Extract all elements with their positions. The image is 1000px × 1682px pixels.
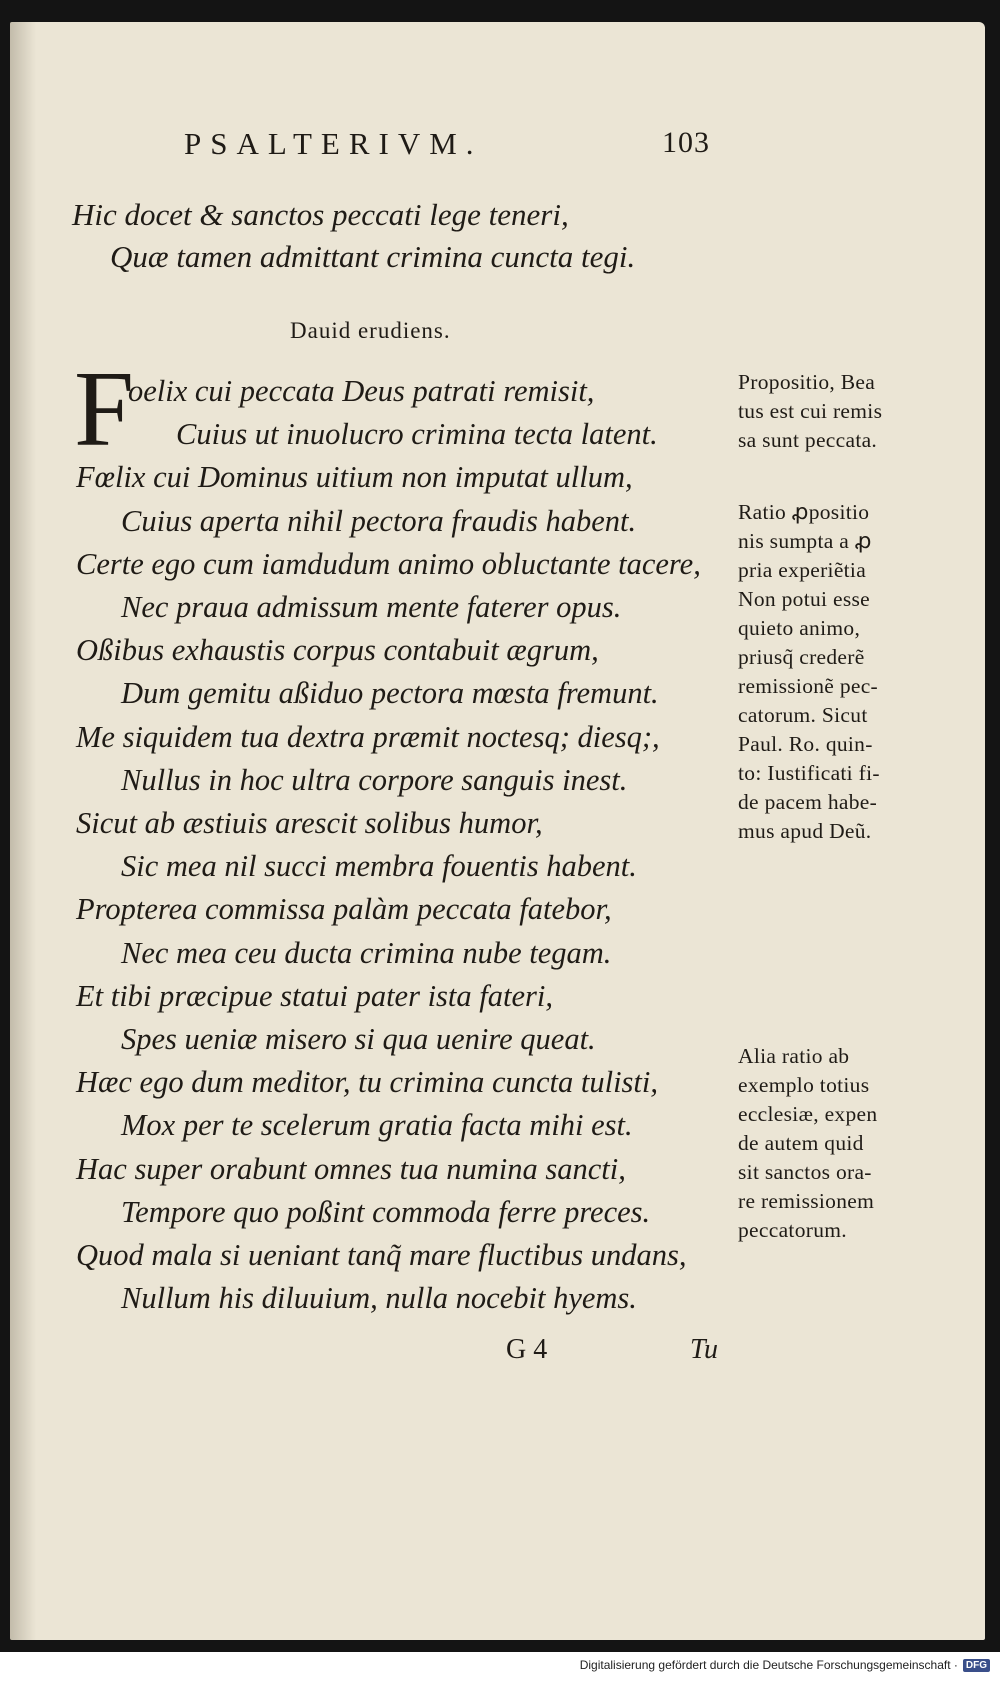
running-head: PSALTERIVM. bbox=[184, 126, 483, 161]
gutter-shadow bbox=[10, 22, 36, 1640]
verse-line: Spes ueniæ misero si qua uenire queat. bbox=[121, 1022, 596, 1057]
gloss-line: peccatorum. bbox=[738, 1218, 847, 1242]
verse-line: Nullus in hoc ultra corpore sanguis inest. bbox=[121, 762, 628, 797]
verse-line: Nullum his diluuium, nulla nocebit hyems. bbox=[121, 1281, 637, 1316]
verse-line: Dum gemitu aßiduo pectora mœsta fremunt. bbox=[121, 676, 659, 711]
verse-line: Nec praua admissum mente faterer opus. bbox=[121, 590, 622, 625]
verse-line: Cuius ut inuolucro crimina tecta latent. bbox=[176, 417, 658, 452]
verse-line: Hæc ego dum meditor, tu crimina cuncta tulisti, bbox=[76, 1065, 658, 1100]
gloss-line: tus est cui remis bbox=[738, 399, 883, 423]
verse-line: Mox per te scelerum gratia facta mihi est. bbox=[121, 1108, 633, 1143]
verse-line: Hac super orabunt omnes tua numina sancti, bbox=[76, 1151, 626, 1186]
verse-line: oelix cui peccata Deus patrati remisit, bbox=[128, 374, 595, 408]
gloss-line: Paul. Ro. quin- bbox=[738, 732, 873, 756]
gloss-line: de autem quid bbox=[738, 1131, 864, 1155]
drop-cap-initial: F bbox=[74, 350, 135, 469]
verse-line: Quod mala si ueniant tanq̃ mare fluctibus undans, bbox=[76, 1238, 687, 1273]
verse-line: Propterea commissa palàm peccata fatebor, bbox=[76, 892, 612, 927]
digitization-credit bbox=[580, 1658, 990, 1672]
gloss-line: ecclesiæ, expen bbox=[738, 1102, 878, 1126]
verse-line: Et tibi præcipue statui pater ista fateri, bbox=[76, 978, 553, 1013]
catchword: Tu bbox=[690, 1334, 719, 1365]
verse-line: Oßibus exhaustis corpus contabuit ægrum, bbox=[76, 633, 599, 668]
verse-line: Hic docet & sanctos peccati lege teneri, bbox=[72, 197, 569, 232]
gloss-line: Ratio ꝓpositio bbox=[738, 500, 870, 524]
signature-mark: G 4 bbox=[506, 1334, 548, 1365]
verse-line: Sic mea nil succi membra fouentis habent. bbox=[121, 849, 637, 884]
verse-line: Cuius aperta nihil pectora fraudis habent. bbox=[121, 503, 637, 538]
psalm-verse-block bbox=[76, 370, 701, 1320]
verse-line: Fœlix cui Dominus uitium non imputat ullum, bbox=[76, 460, 633, 495]
gloss-line: Non potui esse bbox=[738, 587, 870, 611]
marginal-gloss-propositio bbox=[738, 368, 928, 455]
intro-couplet bbox=[72, 194, 635, 278]
page-number: 103 bbox=[662, 126, 710, 159]
gloss-line: Alia ratio ab bbox=[738, 1044, 850, 1068]
gloss-line: mus apud Deũ. bbox=[738, 819, 872, 843]
gloss-line: pria experiẽtia bbox=[738, 558, 867, 582]
marginal-gloss-ratio bbox=[738, 498, 928, 846]
gloss-line: to: Iustificati fi- bbox=[738, 761, 880, 785]
gloss-line: priusq̃ crederẽ bbox=[738, 645, 865, 669]
marginal-gloss-alia-ratio bbox=[738, 1042, 928, 1245]
dfg-logo-icon: DFG bbox=[963, 1659, 990, 1672]
gloss-line: nis sumpta a ꝓ bbox=[738, 529, 872, 553]
credit-text: Digitalisierung gefördert durch die Deutsche Forschungsgemeinschaft · bbox=[579, 1658, 958, 1672]
verse-line: Tempore quo poßint commoda ferre preces. bbox=[121, 1194, 651, 1229]
verse-line: Certe ego cum iamdudum animo obluctante tacere, bbox=[76, 546, 701, 581]
verse-line: Quæ tamen admittant crimina cuncta tegi. bbox=[110, 239, 636, 274]
gloss-line: Propositio, Bea bbox=[738, 370, 876, 394]
gloss-line: re remissionem bbox=[738, 1189, 875, 1213]
gloss-line: de pacem habe- bbox=[738, 790, 878, 814]
verse-line: Me siquidem tua dextra præmit noctesq; diesq;, bbox=[76, 719, 660, 754]
gloss-line: sit sanctos ora- bbox=[738, 1160, 872, 1184]
verse-line: Sicut ab æstiuis arescit solibus humor, bbox=[76, 806, 543, 841]
gloss-line: quieto animo, bbox=[738, 616, 861, 640]
gloss-line: exemplo totius bbox=[738, 1073, 870, 1097]
gloss-line: sa sunt peccata. bbox=[738, 428, 878, 452]
gloss-line: catorum. Sicut bbox=[738, 703, 868, 727]
verse-line: Nec mea ceu ducta crimina nube tegam. bbox=[121, 935, 612, 970]
gloss-line: remissionẽ pec- bbox=[738, 674, 879, 698]
section-heading: Dauid erudiens. bbox=[290, 318, 451, 343]
